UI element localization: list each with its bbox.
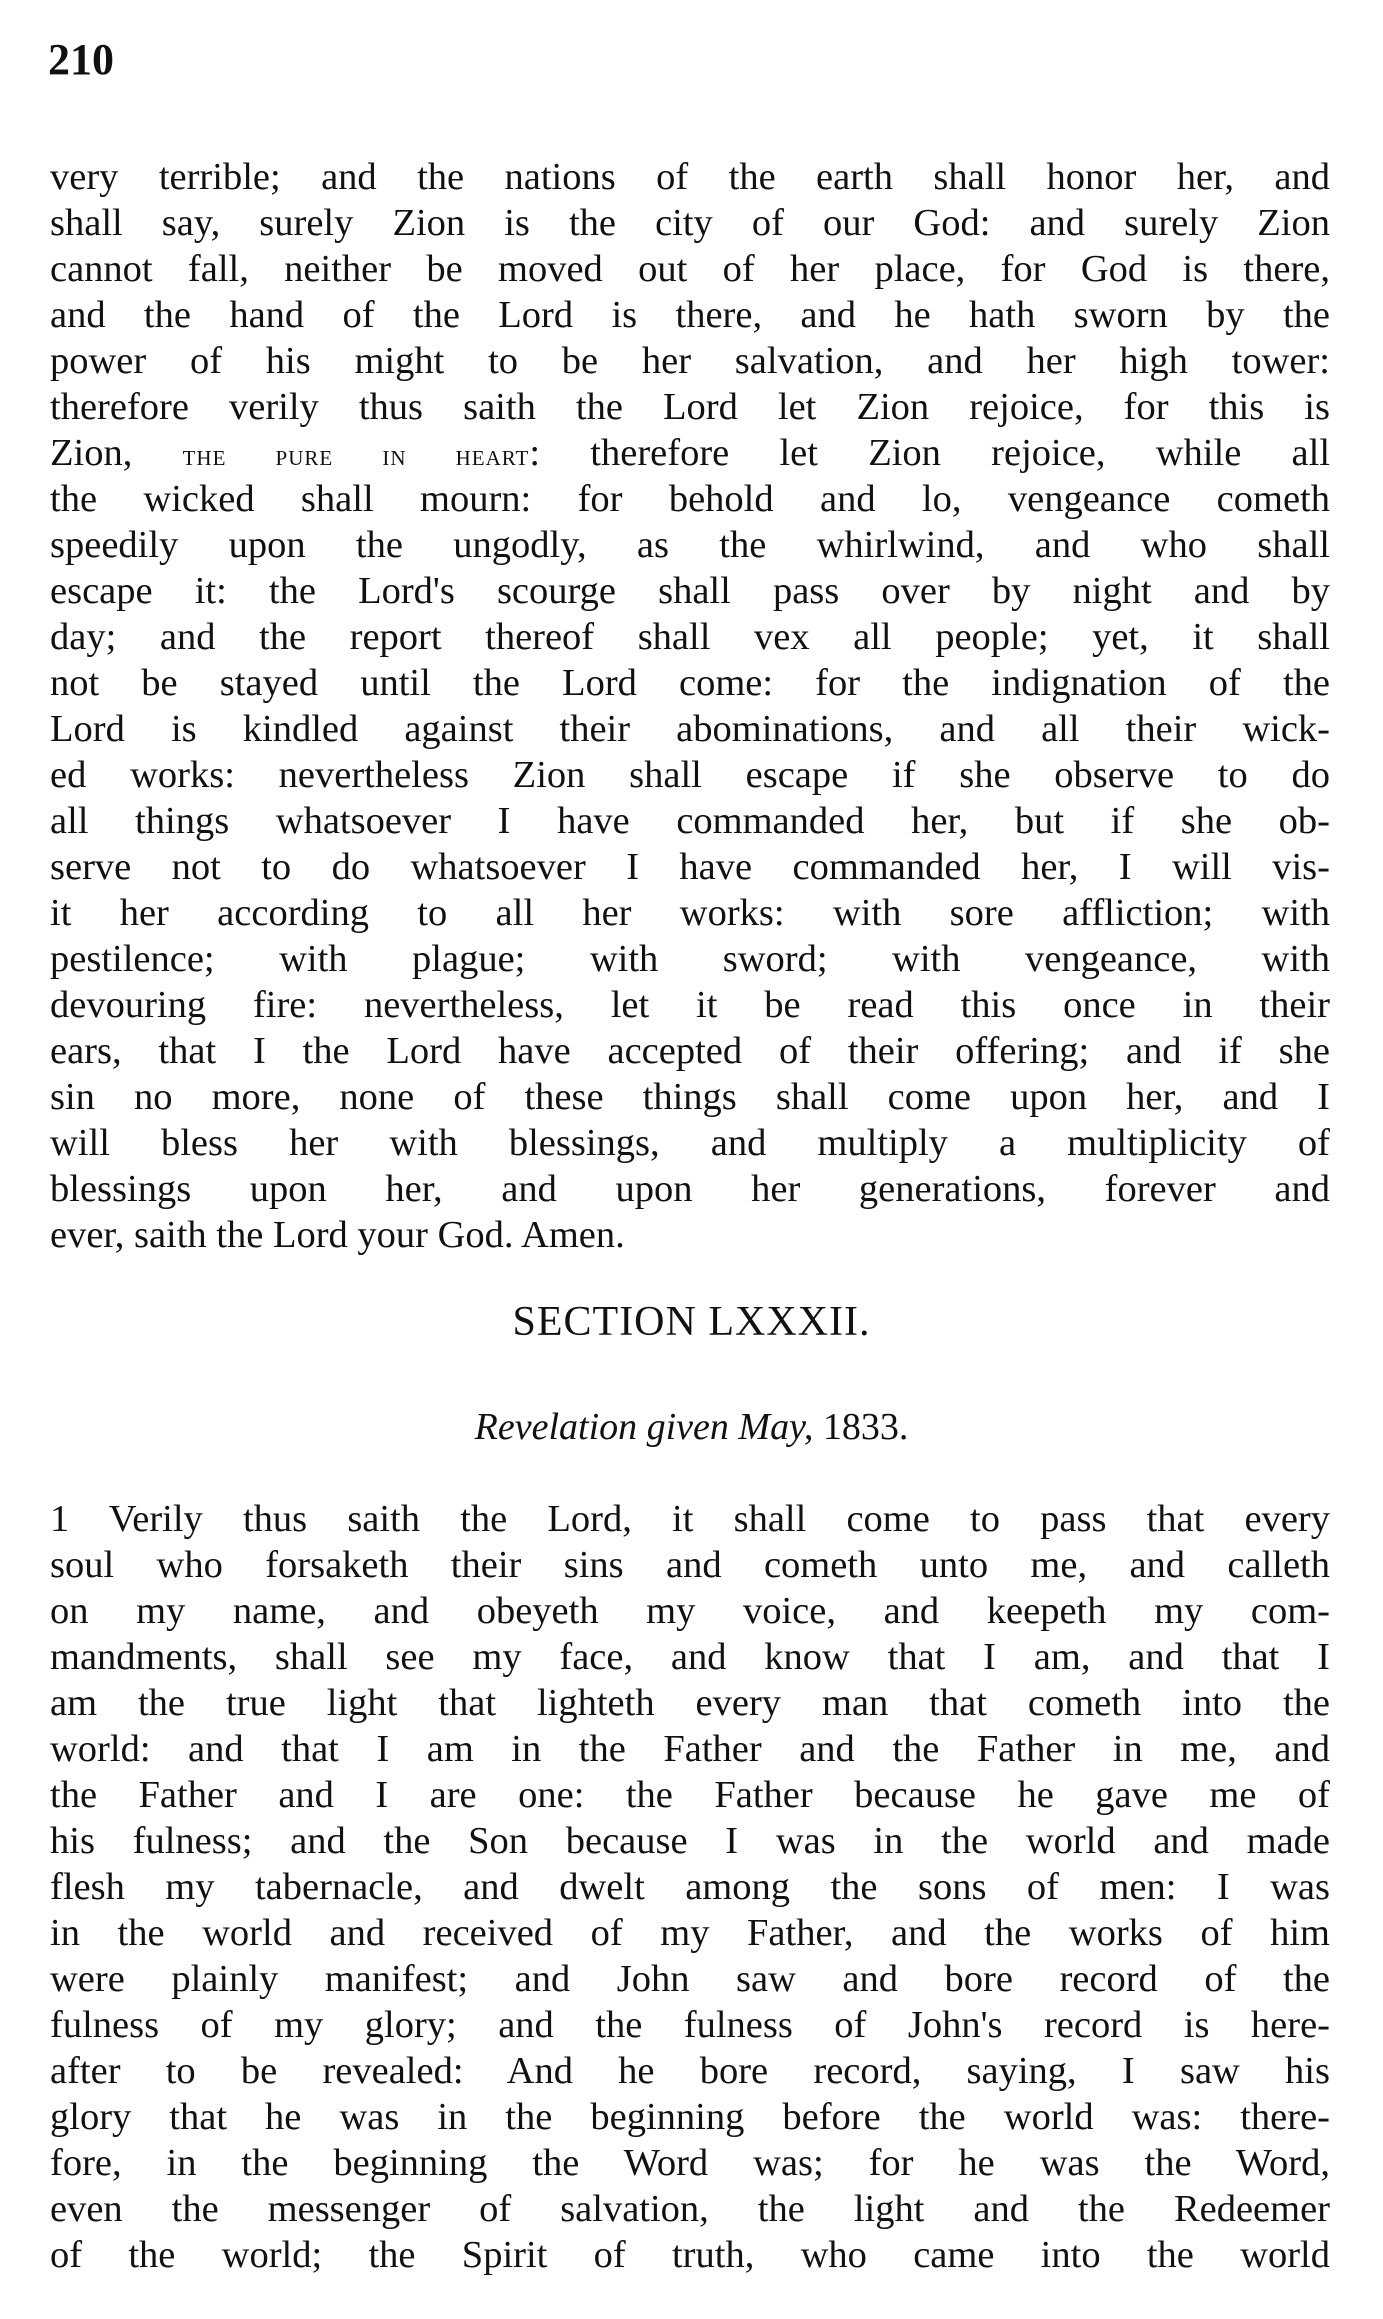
text-line: ed works: nevertheless Zion shall escape if she observe to do: [50, 754, 1330, 796]
text-line: soul who forsaketh their sins and cometh unto me, and calleth: [50, 1544, 1330, 1586]
text-line: all things whatsoever I have commanded her, but if she ob-: [50, 800, 1330, 842]
text-line: flesh my tabernacle, and dwelt among the sons of men: I was: [50, 1866, 1330, 1908]
text-line: shall say, surely Zion is the city of our God: and surely Zion: [50, 202, 1330, 244]
text-line: ever, saith the Lord your God. Amen.: [50, 1214, 625, 1256]
text-line: and the hand of the Lord is there, and he hath sworn by the: [50, 294, 1330, 336]
continuation-paragraph: [50, 154, 1330, 1258]
verse-paragraph: [50, 1496, 1330, 2278]
subtitle-year: 1833.: [822, 1406, 909, 1448]
text-line: therefore verily thus saith the Lord let Zion rejoice, for this is: [50, 386, 1330, 428]
text-fragment: : therefore let Zion rejoice, while all: [529, 432, 1331, 474]
text-line: not be stayed until the Lord come: for the indignation of the: [50, 662, 1330, 704]
text-line: world: and that I am in the Father and the Father in me, and: [50, 1728, 1330, 1770]
text-line: his fulness; and the Son because I was in the world and made: [50, 1820, 1330, 1862]
text-line: the Father and I are one: the Father because he gave me of: [50, 1774, 1330, 1816]
subtitle-month: May,: [738, 1406, 814, 1448]
text-line: fulness of my glory; and the fulness of John's record is here-: [50, 2004, 1330, 2046]
text-line: fore, in the beginning the Word was; for he was the Word,: [50, 2142, 1330, 2184]
text-line: day; and the report thereof shall vex all people; yet, it shall: [50, 616, 1330, 658]
smallcaps-phrase: the pure in heart: [182, 439, 530, 472]
text-line: power of his might to be her salvation, and her high tower:: [50, 340, 1330, 382]
text-line: am the true light that lighteth every man that cometh into the: [50, 1682, 1330, 1724]
text-line: in the world and received of my Father, and the works of him: [50, 1912, 1330, 1954]
section-title: SECTION LXXXII.: [512, 1299, 871, 1345]
text-fragment: Zion,: [50, 432, 183, 474]
text-line: blessings upon her, and upon her generations, forever and: [50, 1168, 1330, 1210]
text-line: pestilence; with plague; with sword; with vengeance, with: [50, 938, 1330, 980]
text-line: will bless her with blessings, and multiply a multiplicity of: [50, 1122, 1330, 1164]
text-line: Lord is kindled against their abominations, and all their wick-: [50, 708, 1330, 750]
text-line: the wicked shall mourn: for behold and lo, vengeance cometh: [50, 478, 1330, 520]
text-line: glory that he was in the beginning before the world was: there-: [50, 2096, 1330, 2138]
text-line: sin no more, none of these things shall come upon her, and I: [50, 1076, 1330, 1118]
text-line: after to be revealed: And he bore record, saying, I saw his: [50, 2050, 1330, 2092]
text-line: on my name, and obeyeth my voice, and keepeth my com-: [50, 1590, 1330, 1632]
section-subtitle: [0, 1403, 1383, 1451]
text-line: it her according to all her works: with sore affliction; with: [50, 892, 1330, 934]
subtitle-italic: Revelation given: [474, 1406, 729, 1448]
text-line: of the world; the Spirit of truth, who came into the world: [50, 2234, 1330, 2276]
text-line: serve not to do whatsoever I have commanded her, I will vis-: [50, 846, 1330, 888]
text-line: devouring fire: nevertheless, let it be read this once in their: [50, 984, 1330, 1026]
text-line: cannot fall, neither be moved out of her place, for God is there,: [50, 248, 1330, 290]
text-line: mandments, shall see my face, and know that I am, and that I: [50, 1636, 1330, 1678]
text-line-smallcaps: [50, 430, 1330, 476]
text-line: even the messenger of salvation, the light and the Redeemer: [50, 2188, 1330, 2230]
text-line: speedily upon the ungodly, as the whirlwind, and who shall: [50, 524, 1330, 566]
text-line: were plainly manifest; and John saw and bore record of the: [50, 1958, 1330, 2000]
text-line: ears, that I the Lord have accepted of their offering; and if she: [50, 1030, 1330, 1072]
page-number: 210: [48, 35, 114, 84]
text-line: 1 Verily thus saith the Lord, it shall come to pass that every: [50, 1498, 1330, 1540]
text-line: escape it: the Lord's scourge shall pass over by night and by: [50, 570, 1330, 612]
text-line: very terrible; and the nations of the earth shall honor her, and: [50, 156, 1330, 198]
